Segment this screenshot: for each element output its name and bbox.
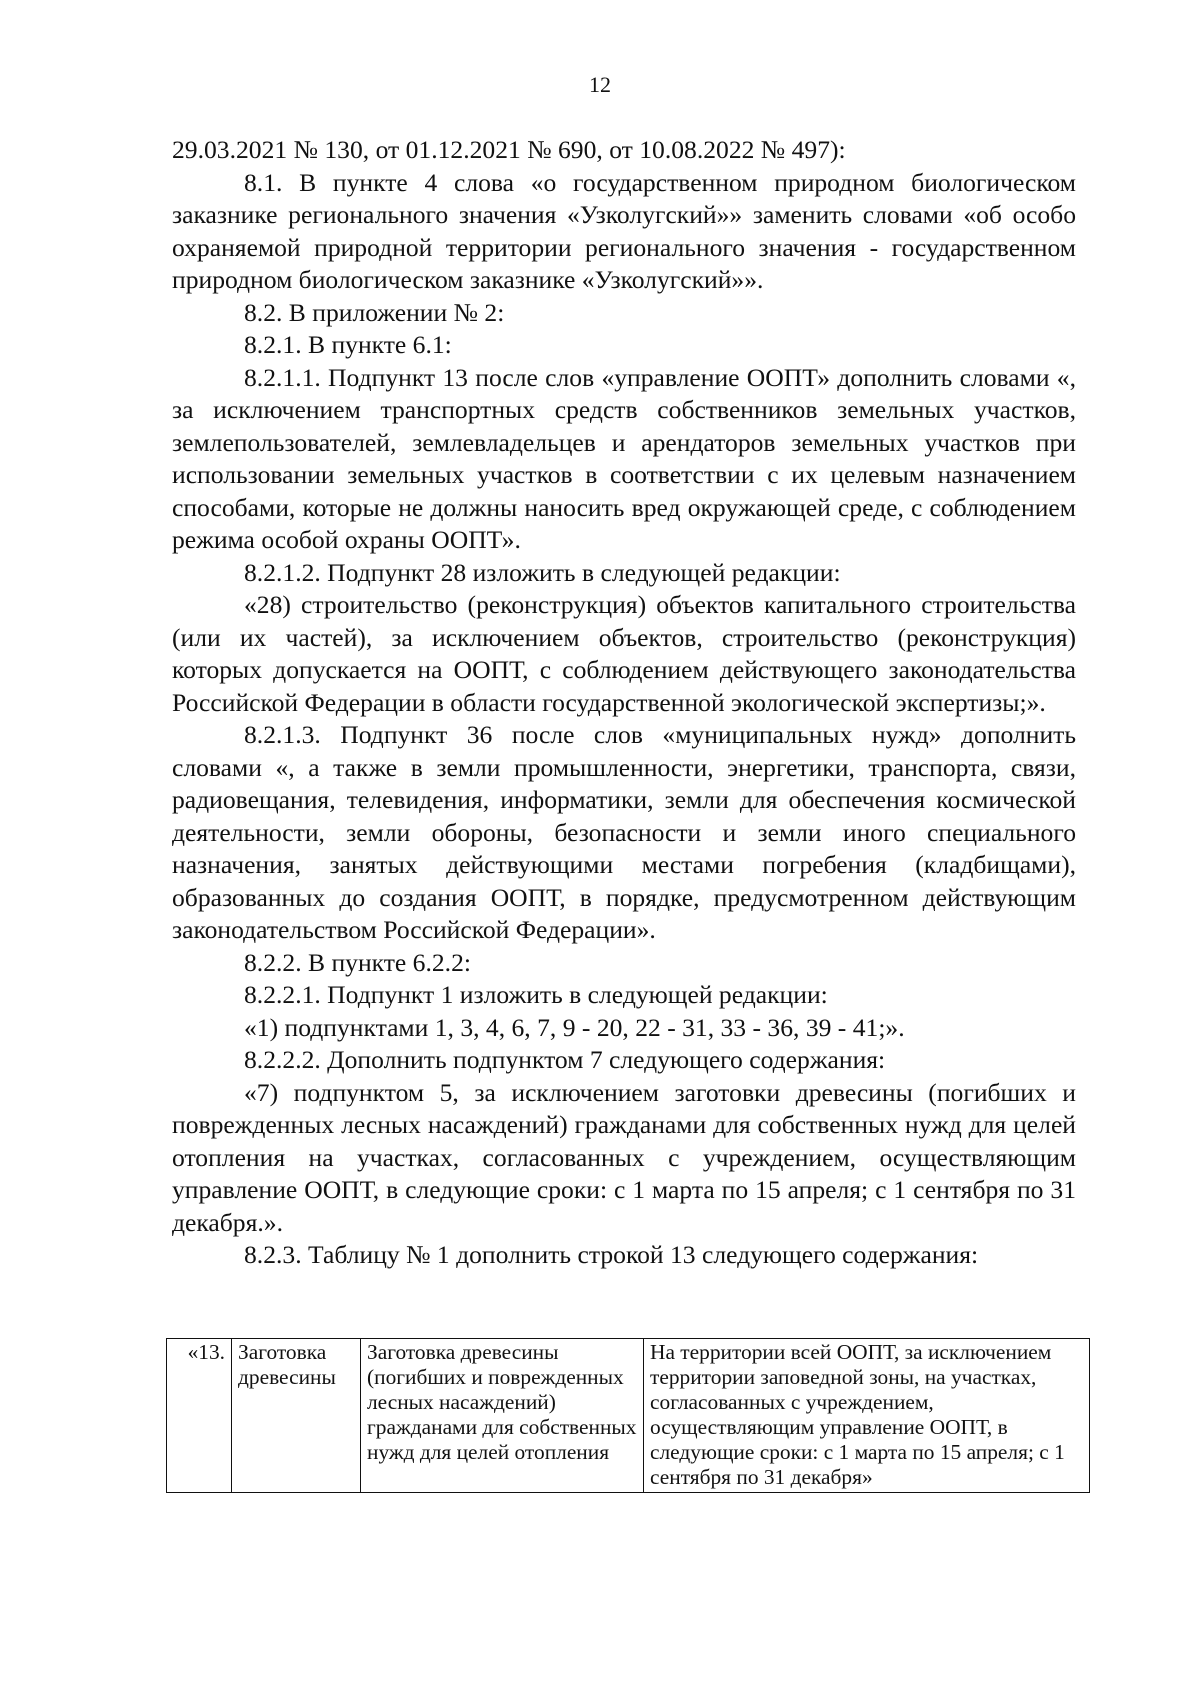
paragraph: 8.2.2.2. Дополнить подпунктом 7 следующего содержания: [244,1045,886,1074]
paragraph: «7) подпунктом 5, за исключением заготовки древесины (погибших и поврежденных лесных насаждений) гражданами для собственных нужд для целей отопления на участках, согласованных с учреждением, осуществляющим управление ООПТ, в следующие сроки: с 1 марта по 15 апреля; с 1 сентября по 31 декабря.». [172,1077,1076,1237]
paragraph: 8.2.1. В пункте 6.1: [244,330,452,359]
paragraph: 8.2.2.1. Подпункт 1 изложить в следующей редакции: [244,980,828,1009]
paragraph: 8.1. В пункте 4 слова «о государственном природном биологическом заказнике регионального значения «Узколугский»» заменить словами «об особо охраняемой природной территории регионального значения - государственном природном биологическом заказнике «Узколугский»». [172,167,1076,294]
paragraph: «28) строительство (реконструкция) объектов капитального строительства (или их частей), за исключением объектов, строительство (реконструкция) которых допускается на ООПТ, с соблюдением действующего законодательства Российской Федерации в области государственной экологической экспертизы;». [172,590,1076,717]
table-cell-description: Заготовка древесины (погибших и поврежденных лесных насаждений) гражданами для собственных нужд для целей отопления [361,1339,644,1493]
table-cell-conditions: На территории всей ООПТ, за исключением территории заповедной зоны, на участках, согласованных с учреждением, осуществляющим управление ООПТ, в следующие сроки: с 1 марта по 15 апреля; с 1 сентября по 31 декабря» [644,1339,1090,1493]
table-row-13 [166,1338,1090,1493]
paragraph: 8.2.3. Таблицу № 1 дополнить строкой 13 следующего содержания: [244,1240,979,1269]
paragraph: 8.2.1.2. Подпункт 28 изложить в следующей редакции: [244,557,841,587]
page-number: 12 [589,72,611,97]
paragraph: «1) подпунктами 1, 3, 4, 6, 7, 9 - 20, 22 - 31, 33 - 36, 39 - 41;». [244,1012,905,1042]
paragraph: 8.2.2. В пункте 6.2.2: [244,947,471,977]
paragraph: 8.2.1.1. Подпункт 13 после слов «управление ООПТ» дополнить словами «, за исключением транспортных средств собственников земельных участков, землепользователей, землевладельцев и арендаторов земельных участков при использовании земельных участков в соответствии с их целевым назначением способами, которые не должны наносить вред окружающей среде, с соблюдением режима особой охраны ООПТ». [172,362,1076,554]
table-cell-number: «13. [167,1339,232,1493]
paragraph: 8.2. В приложении № 2: [244,297,505,327]
paragraph: 29.03.2021 № 130, от 01.12.2021 № 690, от 10.08.2022 № 497): [172,135,846,164]
table-row [167,1339,1090,1493]
table-cell-activity: Заготовка древесины [232,1339,361,1493]
document-body [172,134,1076,1272]
paragraph: 8.2.1.3. Подпункт 36 после слов «муниципальных нужд» дополнить словами «, а также в земли промышленности, энергетики, транспорта, связи, радиовещания, телевидения, информатики, земли для обеспечения космической деятельности, земли обороны, безопасности и земли иного специального назначения, занятых действующими местами погребения (кладбищами), образованных до создания ООПТ, в порядке, предусмотренном действующим законодательством Российской Федерации». [172,720,1076,944]
